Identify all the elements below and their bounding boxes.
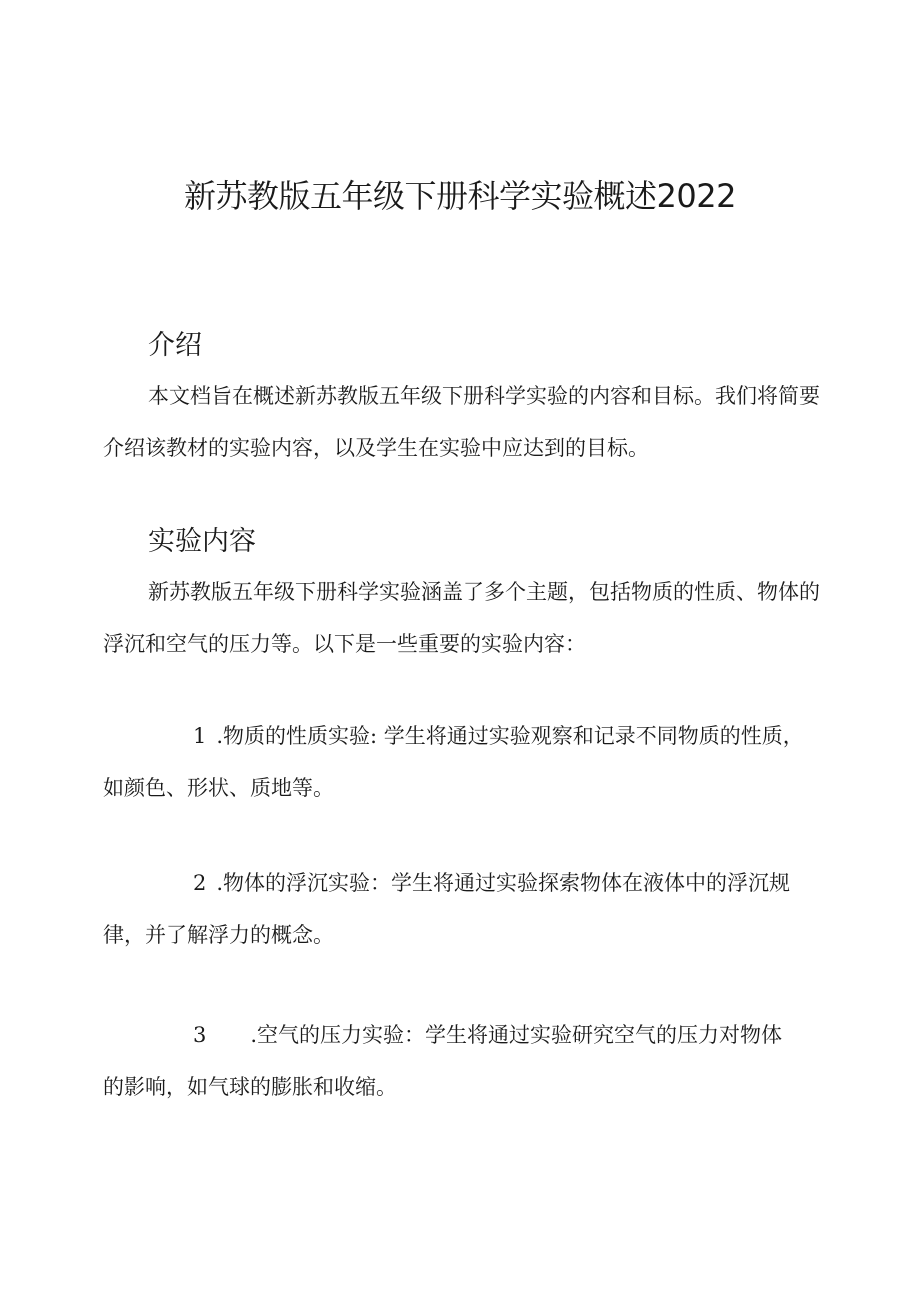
list-item-number: 3 — [193, 1023, 207, 1047]
experiment-content-paragraph: 新苏教版五年级下册科学实验涵盖了多个主题，包括物质的性质、物体的浮沉和空气的压力等。以下是一些重要的实验内容： — [103, 580, 820, 656]
list-item — [103, 710, 823, 814]
document-title: 新苏教版五年级下册科学实验概述2022 — [184, 177, 736, 215]
list-item — [103, 1009, 793, 1113]
list-item-text: .空气的压力实验：学生将通过实验研究空气的压力对物体的影响，如气球的膨胀和收缩。 — [103, 1023, 783, 1099]
list-item — [103, 857, 823, 961]
list-item-text: .物质的性质实验: 学生将通过实验观察和记录不同物质的性质，如颜色、形状、质地等。 — [103, 724, 804, 800]
list-item-text: .物体的浮沉实验：学生将通过实验探索物体在液体中的浮沉规律，并了解浮力的概念。 — [103, 871, 791, 947]
list-item-number: 1 — [193, 724, 207, 748]
section-heading-experiment-content: 实验内容 — [148, 526, 256, 557]
section-heading-intro: 介绍 — [148, 330, 202, 361]
list-item-number: 2 — [193, 871, 207, 895]
intro-paragraph: 本文档旨在概述新苏教版五年级下册科学实验的内容和目标。我们将简要介绍该教材的实验内容，以及学生在实验中应达到的目标。 — [103, 384, 820, 460]
